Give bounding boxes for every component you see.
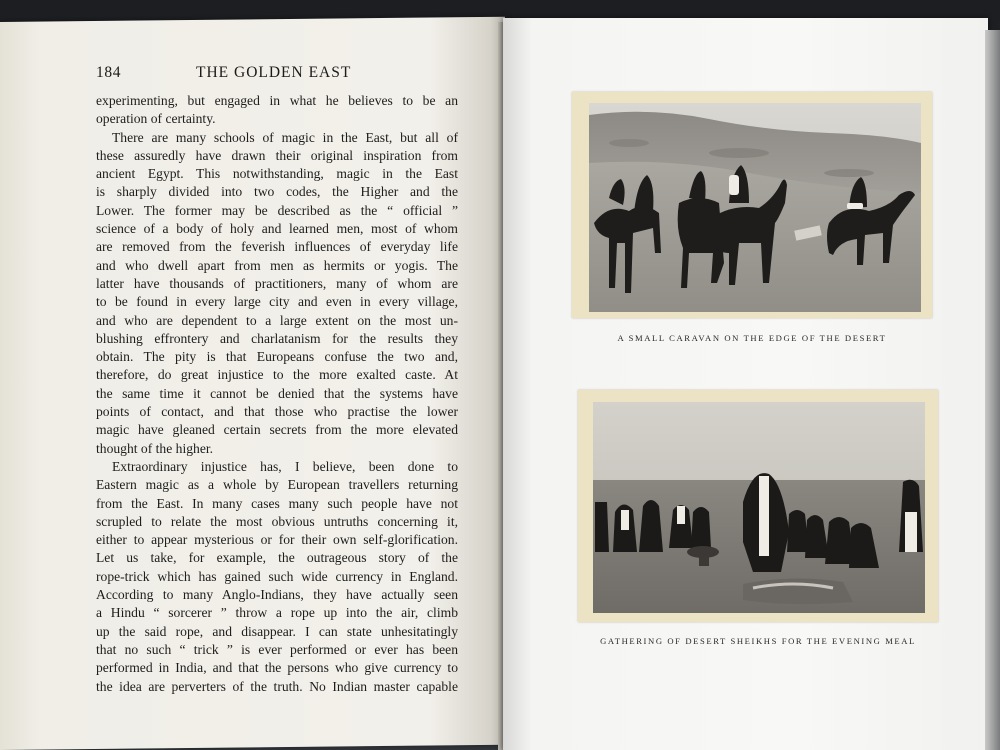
text-line: to be found in every large city and even in every village, (96, 294, 458, 310)
running-title: THE GOLDEN EAST (196, 64, 352, 81)
text-line: up the said rope, and disappear. I can state unhesitatingly (96, 623, 458, 639)
text-line: Extraordinary injustice has, I believe, been done to (112, 458, 458, 474)
text-line: the idea are perverters of the truth. No Indian master capable (96, 678, 458, 694)
text-line: therefore, do great injustice to the more exalted caste. At (96, 367, 458, 383)
text-line: experimenting, but engaged in what he believes to be an (96, 93, 458, 108)
text-line: latter have thousands of practitioners, many of whom are (96, 275, 458, 291)
text-line: blushing effrontery and charlatanism for the results they (96, 330, 458, 346)
text-line: scrupled to relate the most obvious untruths concerning it, (96, 513, 458, 529)
caption-sheikhs: GATHERING OF DESERT SHEIKHS FOR THE EVENING MEAL (600, 636, 916, 646)
page-edge (985, 30, 1000, 750)
text-line: Let us take, for example, the outrageous story of the (96, 550, 458, 566)
text-line: points of contact, and that those who practise the lower (96, 404, 458, 420)
caption-caravan: A SMALL CARAVAN ON THE EDGE OF THE DESERT (617, 333, 887, 343)
text-line: thought of the higher. (96, 440, 214, 456)
text-line: Lower. The former may be described as the “ official ” (96, 202, 458, 218)
text-line: from the East. In many cases many such people have not (96, 495, 458, 511)
text-line: these assuredly have drawn their original inspiration from (96, 147, 458, 163)
text-line: either to appear mysterious or for their own self-glorification. (96, 532, 458, 548)
text-line: magic have gleaned certain secrets from the more elevated (96, 422, 458, 438)
text-line: and who are dependent to a large extent on the most un- (96, 312, 458, 328)
text-line: According to many Anglo-Indians, they have actually seen (96, 587, 458, 603)
text-line: a Hindu “ sorcerer ” throw a rope up into the air, climb (96, 605, 458, 621)
text-line: that no such “ trick ” is ever performed or ever has been (96, 641, 458, 657)
text-line: are removed from the feverish influences of everyday life (96, 239, 458, 255)
text-line: operation of certainty. (96, 111, 216, 127)
page-number: 184 (96, 64, 122, 81)
photo-plate-caravan (572, 92, 932, 318)
text-line: science of a body of holy and learned men, most of whom (96, 221, 458, 237)
text-line: performed in India, and that the persons who give currency to (96, 660, 458, 676)
photo-plate-sheikhs (578, 390, 938, 622)
caravan-photo (589, 103, 921, 312)
text-line: rope-trick which has gained such wide currency in England. (96, 568, 458, 584)
text-line: There are many schools of magic in the East, but all of (112, 129, 458, 145)
text-line: ancient Egypt. This notwithstanding, magic in the East (96, 166, 458, 182)
body-text (96, 92, 458, 696)
sheikhs-photo (593, 402, 925, 613)
text-line: Eastern magic as a whole by European travellers returning (96, 477, 458, 493)
text-line: and who dwell apart from men as hermits or yogis. The (96, 257, 458, 273)
text-line: obtain. The pity is that Europeans confuse the two and, (96, 349, 458, 365)
text-line: is sharply divided into two codes, the Higher and the (96, 184, 458, 200)
text-line: the same time it cannot be denied that the systems have (96, 385, 458, 401)
